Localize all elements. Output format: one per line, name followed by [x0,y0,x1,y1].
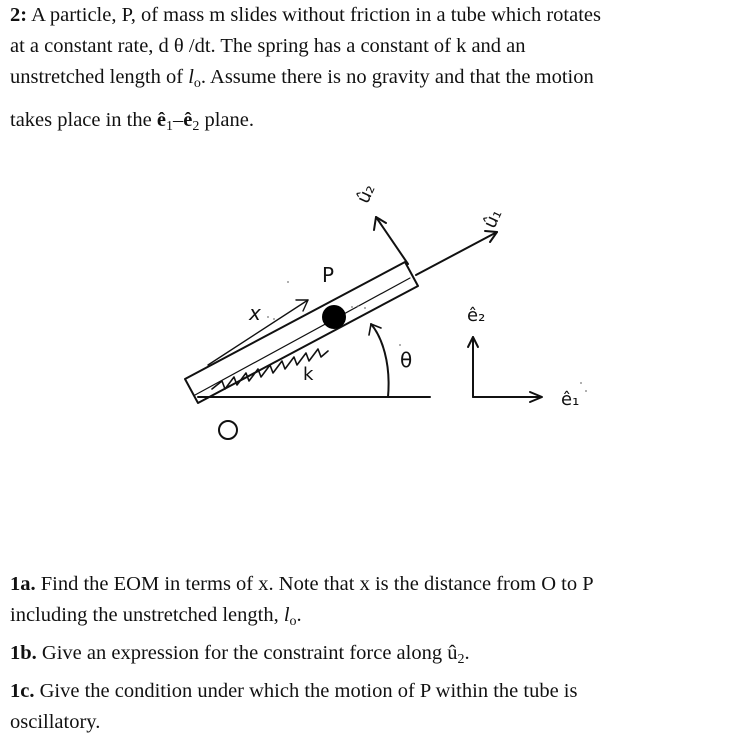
label-P: P [322,263,335,287]
question-1a-line-2: including the unstretched length, $l_o$. [10,604,302,629]
statement-line-2: at a constant rate, d θ /dt. The spring has a constant of k and an [10,35,526,57]
label-k: k [303,364,314,385]
statement-line-3: unstretched length of $l_o$. Assume there is no gravity and that the motion [10,66,594,91]
label-u1: û₁ [479,205,507,232]
problem-number: 2: [10,4,28,26]
tube-diagram [170,165,590,450]
theta-arc [371,324,389,397]
particle-P [322,305,346,329]
dotted-marks [267,281,587,392]
question-1c-line-2: oscillatory. [10,711,101,733]
label-x: x [249,301,261,325]
label-theta: θ [400,348,413,372]
u2-axis [376,217,408,264]
u1-axis [416,232,497,275]
label-u2: û₂ [352,180,380,207]
statement-line-4: takes place in the $ê_1-ê_2$ plane. [10,109,254,134]
question-1b: 1b. Give an expression for the constraint force along $û_2$. [10,642,470,667]
label-e1: ê₁ [561,389,580,410]
question-1c-line-1: 1c. Give the condition under which the motion of P within the tube is [10,680,578,702]
question-1a-line-1: 1a. Find the EOM in terms of x. Note that x is the distance from O to P [10,573,594,595]
questions [10,569,738,738]
origin-circle [219,421,237,439]
label-e2: ê₂ [467,305,486,326]
statement-line-1: 2: A particle, P, of mass m slides without friction in a tube which rotates [10,4,601,26]
diagram-svg [170,165,590,450]
problem-statement [10,0,738,142]
